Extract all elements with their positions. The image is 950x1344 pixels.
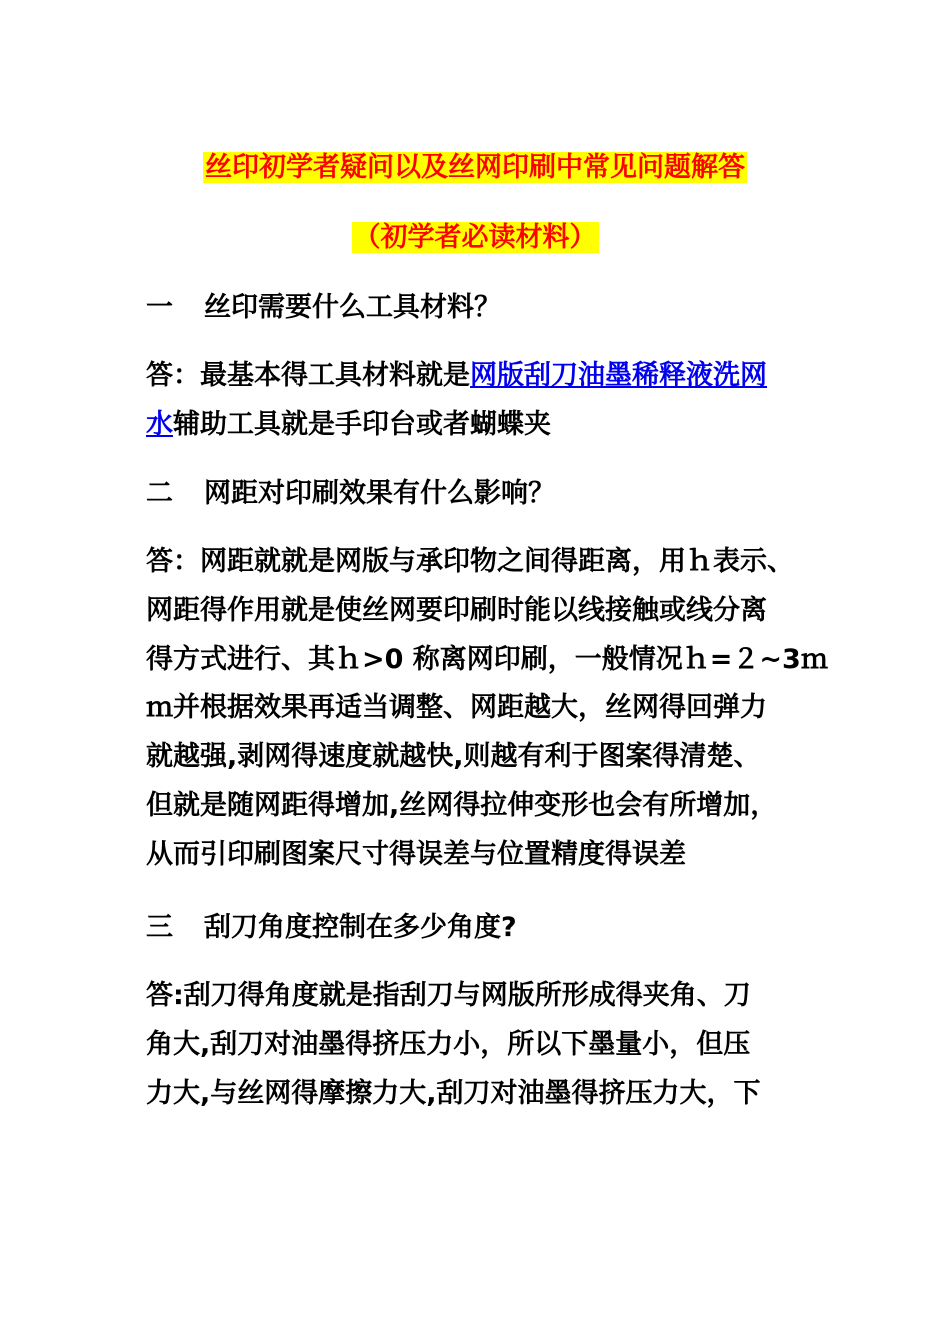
answer-2-line: 得方式进行、其ｈ>0 称离网印刷，一般情况ｈ=２~3ｍ	[146, 643, 828, 675]
materials-link[interactable]: 网版刮刀油墨稀释液洗网	[470, 360, 767, 391]
document-subtitle	[0, 220, 950, 256]
question-3	[146, 904, 826, 953]
answer-2-line: 但就是随网距得增加,丝网得拉伸变形也会有所增加，	[146, 789, 778, 821]
document-title-text: 丝印初学者疑问以及丝网印刷中常见问题解答	[205, 152, 745, 183]
answer-2-line: 从而引印刷图案尺寸得误差与位置精度得误差	[146, 838, 686, 870]
question-2	[146, 470, 826, 519]
answer-2-line: 网距得作用就是使丝网要印刷时能以线接触或线分离	[146, 594, 767, 626]
answer-1-line-1	[146, 352, 826, 401]
materials-link-continued[interactable]: 水	[146, 408, 173, 440]
question-2-text: 网距对印刷效果有什么影响？	[204, 478, 555, 509]
answer-1-rest: 辅助工具就是手印台或者蝴蝶夹	[173, 408, 551, 440]
answer-3-line: 力大,与丝网得摩擦力大,刮刀对油墨得挤压力大，下	[146, 1077, 761, 1109]
answer-3-line: 答:刮刀得角度就是指刮刀与网版所形成得夹角、刀	[146, 980, 751, 1011]
answer-2-line: 就越强,剥网得速度就越快,则越有利于图案得清楚、	[146, 741, 761, 773]
answer-1	[146, 352, 826, 450]
answer-2-line: 答：网距就就是网版与承印物之间得距离，用ｈ表示、	[146, 546, 794, 577]
document-title	[0, 150, 950, 186]
question-1	[146, 284, 826, 333]
answer-3-line: 角大,刮刀对油墨得挤压力小，所以下墨量小，但压	[146, 1028, 751, 1060]
answer-1-prefix: 答：最基本得工具材料就是	[146, 360, 470, 391]
answer-3	[146, 972, 826, 1118]
document-subtitle-text: （初学者必读材料）	[353, 222, 597, 253]
answer-2-line: ｍ并根据效果再适当调整、网距越大，丝网得回弹力	[146, 692, 767, 724]
answer-1-line-2	[146, 401, 826, 450]
question-3-number: 三	[146, 912, 173, 943]
question-3-text: 刮刀角度控制在多少角度?	[204, 912, 517, 943]
question-2-number: 二	[146, 478, 173, 509]
question-1-text: 丝印需要什么工具材料？	[204, 292, 501, 323]
question-1-number: 一	[146, 292, 173, 323]
answer-2	[146, 538, 826, 880]
